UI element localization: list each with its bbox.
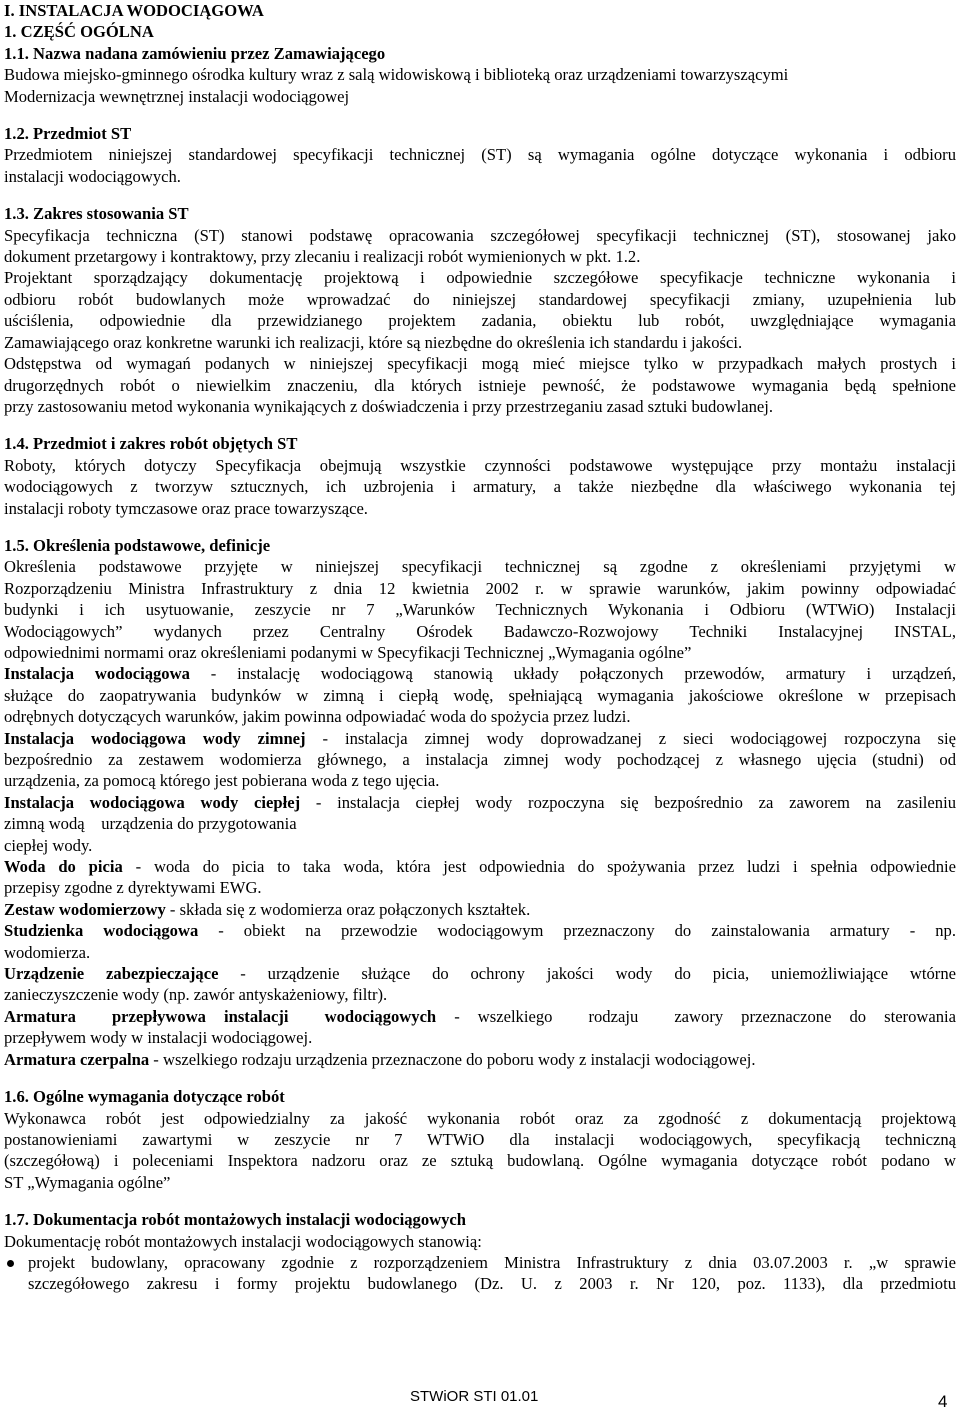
paragraph-line: Projektant sporządzający dokumentację projektową i odpowiednie szczegółowe specyfikacje techniczne wykonania i [4,268,956,288]
paragraph-line: Przedmiotem niniejszej standardowej specyfikacji technicznej (ST) są wymagania ogólne dotyczące wykonania i odbioru [4,145,956,165]
paragraph-line: Wodociągowych” wydanych przez Centralny Ośrodek Badawczo-Rozwojowy Techniki Instalacyjnej INSTAL, [4,621,956,641]
paragraph-line: Roboty, których dotyczy Specyfikacja obejmują wszystkie czynności podstawowe występujące przy montażu instalacji [4,455,956,475]
page-number: 4 [938,1392,948,1411]
paragraph-line: Specyfikacja techniczna (ST) stanowi podstawę opracowania szczegółowej specyfikacji technicznej (ST), stosowanej jako [4,225,956,245]
definition-term: Woda do picia [4,857,123,877]
definition-line: zanieczyszczenie wody (np. zawór antyskażeniowy, filtr). [4,985,388,1005]
definition-term: Instalacja wodociągowa wody ciepłej [4,792,301,812]
chapter-title: I. INSTALACJA WODOCIĄGOWA [4,1,264,20]
definition-line: wodomierza. [4,942,91,962]
definition-term: Zestaw wodomierzowy [4,899,166,919]
definition-text: - urządzenie służące do ochrony jakości wody do picia, uniemożliwiające wtórne [218,964,956,984]
paragraph-line: Wykonawca robót jest odpowiedzialny za jakość wykonania robót oraz za zgodność z dokumentacją projektową [4,1108,956,1128]
definition-line: bezpośrednio za zestawem wodomierza głównego, a instalacja zimnej wody pochodzącej z własnego ujęcia (studni) od [4,750,956,769]
paragraph-line: Określenia podstawowe przyjęte w niniejszej specyfikacji technicznej są zgodne z określeniami przyjętymi w [4,557,956,577]
definition-term: Armatura czerpalna [4,1049,150,1069]
definition-text: - wszelkiego rodzaju urządzenia przeznaczone do poboru wody z instalacji wodociągowej. [149,1049,756,1069]
paragraph-line: odpowiednimi normami oraz określeniami podanymi w Specyfikacji Technicznej „Wymagania ogólne” [4,642,692,662]
paragraph-line: wodociągowych z tworzyw sztucznych, ich uzbrojenia i armatury, a także niezbędne dla właściwego wykonania tej [4,477,956,497]
paragraph-line: (szczegółową) i poleceniami Inspektora nadzoru oraz ze sztuką budowlaną. Ogólne wymagania dotyczące robót podano w [4,1151,956,1171]
definition-text: - instalacja ciepłej wody rozpoczyna się bezpośrednio za zaworem na zasileniu [300,792,956,812]
paragraph-line: instalacji roboty tymczasowe oraz prace towarzyszące. [4,498,368,518]
document-body [4,0,956,1295]
paragraph-line: dokument przetargowy i kontraktowy, przy zlecaniu i realizacji robót wymienionych w pkt. 1.2. [4,247,641,267]
definition-text: - wszelkiego rodzaju zawory przeznaczone do sterowania [436,1006,956,1026]
definition-text: - woda do picia to taka woda, która jest odpowiednia do spożywania przez ludzi i spełnia odpowiednie [122,857,956,877]
list-item-line: projekt budowlany, opracowany zgodnie z rozporządzeniem Ministra Infrastruktury z dnia 03.07.2003 r. „w sprawie [28,1252,956,1272]
paragraph: Budowa miejsko-gminnego ośrodka kultury wraz z salą widowiskową i biblioteką oraz urządzeniami towarzyszącymi [4,65,789,85]
definition-text: - składa się z wodomierza oraz połączonych kształtek. [165,899,531,919]
paragraph: Modernizacja wewnętrznej instalacji wodociągowej [4,86,350,106]
definition-term: Instalacja wodociągowa wody zimnej [4,728,306,748]
paragraph-line: przy zastosowaniu metod wykonania wynikających z doświadczenia i przy przestrzeganiu zasad sztuki budowlanej. [4,396,774,416]
definition-text: - obiekt na przewodzie wodociągowym przeznaczony do zainstalowania armatury - np. [198,921,956,941]
definition-text: - instalacja zimnej wody doprowadzanej z sieci wodociągowej rozpoczyna się [305,728,956,748]
paragraph-line: postanowieniami zawartymi w zeszycie nr 7 WTWiO dla instalacji wodociągowych, specyfikacją techniczną [4,1129,956,1149]
definition-term: Instalacja wodociągowa [4,664,190,684]
definition-line [4,856,956,877]
section-heading-1-2: 1.2. Przedmiot ST [4,124,132,144]
definition-line: zimną wodą urządzenia do przygotowania [4,814,297,834]
definition-line: odrębnych dotyczących warunków, jakim powinna odpowiadać woda do spożycia przez ludzi. [4,707,631,727]
definition-line [4,899,956,920]
section-heading-1-3: 1.3. Zakres stosowania ST [4,204,189,224]
page-footer [0,1388,960,1412]
section-heading-1-1: 1.1. Nazwa nadana zamówieniu przez Zamawiającego [4,43,386,63]
definition-line: ciepłej wody. [4,835,93,855]
list-item [4,1252,956,1295]
definition-line [4,1049,956,1070]
section-heading-1-7: 1.7. Dokumentacja robót montażowych instalacji wodociągowych [4,1210,466,1230]
paragraph-line: ST „Wymagania ogólne” [4,1172,171,1192]
definition-line [4,963,956,984]
definition-line [4,920,956,941]
definition-term: Urządzenie zabezpieczające [4,964,219,984]
bullet-icon [7,1260,14,1267]
paragraph-line: drugorzędnych robót o niewielkim znaczeniu, dla których istnieje pewność, że podstawowe wymagania będą spełnione [4,375,956,395]
paragraph-line: Dokumentację robót montażowych instalacji wodociągowych stanowią: [4,1231,482,1251]
paragraph-line: Zamawiającego oraz konkretne warunki ich realizacji, które są niezbędne do określenia ich standardu i jakości. [4,332,743,352]
definition-line [4,728,956,749]
paragraph-line: Odstępstwa od wymagań podanych w niniejszej specyfikacji mogą mieć miejsce tylko w przypadkach małych prostych i [4,354,956,374]
definition-line: przepływem wody w instalacji wodociągowej. [4,1028,313,1048]
definition-line: urządzenia, za pomocą którego jest pobierana woda z tego ujęcia. [4,771,440,791]
section-heading-1-6: 1.6. Ogólne wymagania dotyczące robót [4,1087,285,1107]
paragraph-line: odbioru robót budowlanych może wprowadzać do niniejszej standardowej specyfikacji zmiany, uzupełnienia lub [4,289,956,309]
section-heading-1-5: 1.5. Określenia podstawowe, definicje [4,535,271,555]
paragraph-line: budynki i ich usytuowanie, zeszycie nr 7 „Warunków Technicznych Wykonania i Odbioru (WTWiO) Instalacji [4,600,956,620]
definition-line: przepisy zgodne z dyrektywami EWG. [4,878,262,898]
definition-term: Studzienka wodociągowa [4,921,199,941]
list-item-line: szczegółowego zakresu i formy projektu budowlanego (Dz. U. z 2003 r. Nr 120, poz. 1133), dla przedmiotu [28,1274,956,1294]
paragraph-line: uściślenia, odpowiednie dla przewidzianego projektem zadania, obiektu lub robót, uwzględniające wymagania [4,311,956,331]
section-heading-1-4: 1.4. Przedmiot i zakres robót objętych ST [4,434,298,454]
definition-line [4,663,956,684]
definition-line [4,792,956,813]
paragraph-line: Rozporządzeniu Ministra Infrastruktury z dnia 12 kwietnia 2002 r. w sprawie warunków, jakim powinny odpowiadać [4,578,956,598]
part-title: 1. CZĘŚĆ OGÓLNA [4,22,154,42]
paragraph-line: instalacji wodociągowych. [4,166,181,186]
definition-line: służące do zaopatrywania budynków w zimną i ciepłą wodę, spełniającą wymagania jakościowe określone w przepisach [4,685,956,705]
definition-text: - instalację wodociągową stanowią układy połączonych przewodów, armatury i urządzeń, [189,664,956,684]
definition-line [4,1006,956,1027]
footer-document-code: STWiOR STI 01.01 [410,1388,539,1405]
definition-term: Armatura przepływowa instalacji wodociągowych [4,1006,437,1026]
